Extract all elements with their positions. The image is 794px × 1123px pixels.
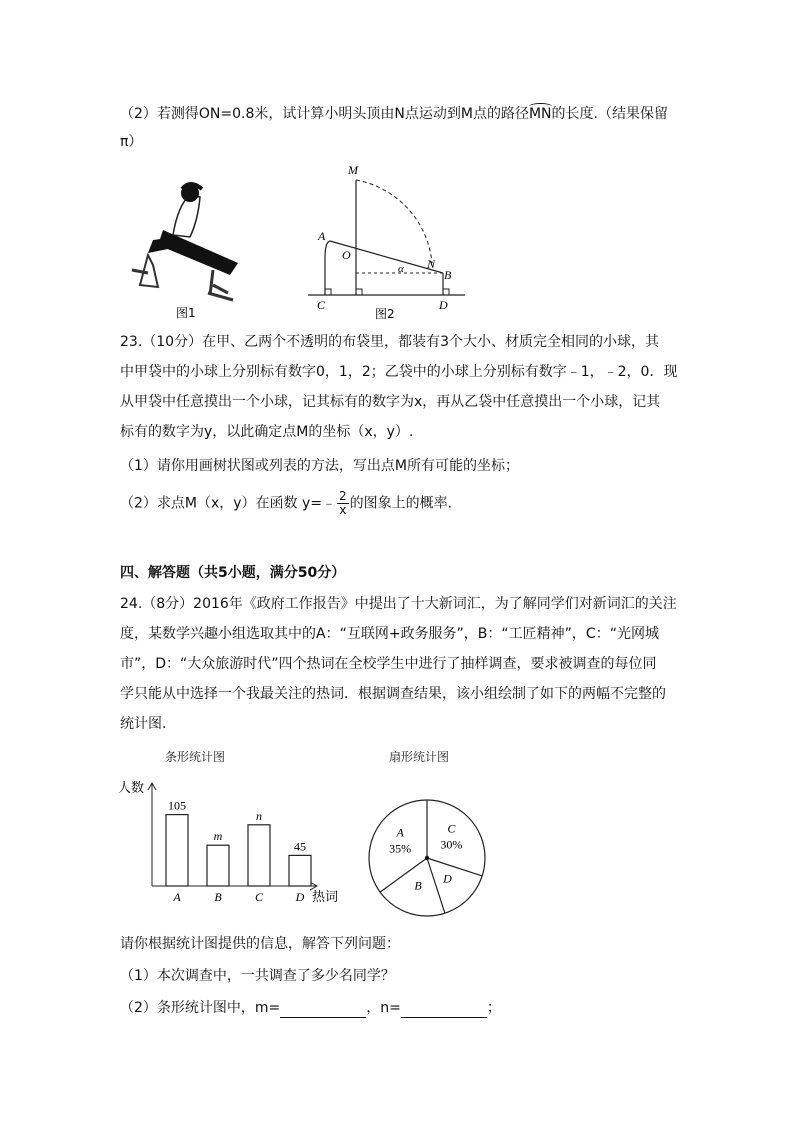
bench-pad	[158, 230, 238, 275]
person-torso	[173, 195, 200, 237]
bar-chart	[118, 770, 358, 910]
bar-C	[248, 825, 270, 886]
q24-part2-text-m: （2）条形统计图中，m=	[120, 1000, 281, 1016]
bar-chart-title: 条形统计图	[165, 750, 226, 764]
q22-part2-line2: π）	[120, 134, 143, 150]
m-answer-blank[interactable]	[280, 1003, 366, 1018]
pie-label-C: C	[447, 821, 456, 836]
q23-line1: 23.（10分）在甲、乙两个不透明的布袋里，都装有3个大小、材质完全相同的小球，其	[120, 334, 659, 350]
q24-part2	[120, 998, 501, 1018]
right-angle-pole	[356, 289, 362, 295]
bar-tick-B: B	[214, 890, 222, 904]
label-d: D	[439, 298, 448, 312]
bar-ylabel: 人数	[118, 780, 145, 795]
fig2-caption: 图2	[375, 307, 395, 321]
bar-tick-A: A	[173, 890, 181, 904]
arc-mn-label: MN	[528, 106, 552, 122]
q23-part1: （1）请你用画树状图或列表的方法，写出点M所有可能的坐标；	[120, 458, 519, 474]
pie-percent-A: 35%	[389, 841, 412, 856]
q22-part2-line1	[120, 104, 668, 124]
figure-1-situp-bench	[118, 175, 248, 325]
pie-center-dot	[425, 856, 429, 860]
fraction-2-over-x	[337, 490, 349, 517]
q23-part2-text: （2）求点M（x，y）在函数 y=﹣	[120, 495, 337, 512]
bar-value-label-D: 45	[294, 839, 306, 854]
bar-D	[289, 855, 311, 886]
bar-xlabel: 热词	[312, 889, 339, 904]
q23-line4: 标有的数字为y，以此确定点M的坐标（x，y）.	[120, 424, 414, 440]
q22-text-end: 的长度.（结果保留	[551, 106, 668, 122]
label-m: M	[348, 163, 358, 177]
arc-mn	[356, 180, 432, 263]
pie-label-A: A	[396, 825, 404, 840]
q24-line2: 度，某数学兴趣小组选取其中的A：“互联网+政务服务”，B：“工匠精神”，C：“光网城	[120, 626, 659, 642]
bar-value-label-A: 105	[168, 798, 186, 813]
frac-numerator: 2	[339, 489, 347, 503]
section-4-heading: 四、解答题（共5小题，满分50分）	[120, 565, 346, 581]
bar-tick-C: C	[254, 890, 264, 904]
bar-tick-D: D	[295, 890, 305, 904]
q24-line4: 学只能从中选择一个我最关注的热词．根据调查结果，该小组绘制了如下的两幅不完整的	[120, 686, 666, 702]
label-c: C	[317, 298, 326, 312]
q24-line1: 24.（8分）2016年《政府工作报告》中提出了十大新词汇，为了解同学们对新词汇的关注	[120, 596, 677, 612]
bar-B	[207, 845, 229, 886]
label-a: A	[318, 229, 326, 243]
pie-chart-title: 扇形统计图	[389, 750, 450, 764]
segment-ac	[325, 241, 330, 295]
q22-text: （2）若测得ON=0.8米，试计算小明头顶由N点运动到M点的路径	[120, 106, 529, 122]
q24-instruction: 请你根据统计图提供的信息，解答下列问题：	[120, 936, 400, 952]
bar-value-label-C: n	[256, 808, 262, 823]
label-b: B	[444, 268, 452, 282]
n-answer-blank[interactable]	[401, 1003, 487, 1018]
pie-label-B: B	[414, 878, 422, 893]
pie-percent-C: 30%	[440, 837, 463, 852]
figure-2-geometry	[300, 158, 480, 328]
frac-denominator: x	[339, 503, 347, 517]
q23-line2: 中甲袋中的小球上分别标有数字0，1，2；乙袋中的小球上分别标有数字﹣1，﹣2，0．现	[120, 364, 678, 380]
q24-part2-semicolon: ；	[486, 1000, 501, 1016]
bar-value-label-B: m	[213, 829, 223, 844]
q23-line3: 从甲袋中任意摸出一个小球，记其标有的数字为x，再从乙袋中任意摸出一个小球，记其	[120, 394, 661, 410]
right-angle-c	[325, 289, 331, 295]
q24-line3: 市”，D：“大众旅游时代”四个热词在全校学生中进行了抽样调查，要求被调查的每位同	[120, 656, 657, 672]
bar-A	[166, 815, 188, 886]
q23-part2	[120, 490, 452, 517]
right-angle-d	[443, 289, 449, 295]
label-n: N	[427, 257, 436, 271]
pie-label-D: D	[443, 871, 452, 886]
q24-line5: 统计图.	[120, 716, 167, 732]
q24-part1: （1）本次调查中，一共调查了多少名同学？	[120, 968, 395, 984]
pie-chart	[366, 770, 496, 920]
q23-part2-tail: 的图象上的概率.	[349, 495, 453, 512]
fig1-caption: 图1	[176, 306, 196, 320]
q24-part2-text-n: ，n=	[366, 1000, 401, 1016]
label-o: O	[342, 248, 351, 262]
label-alpha: α	[398, 263, 404, 275]
